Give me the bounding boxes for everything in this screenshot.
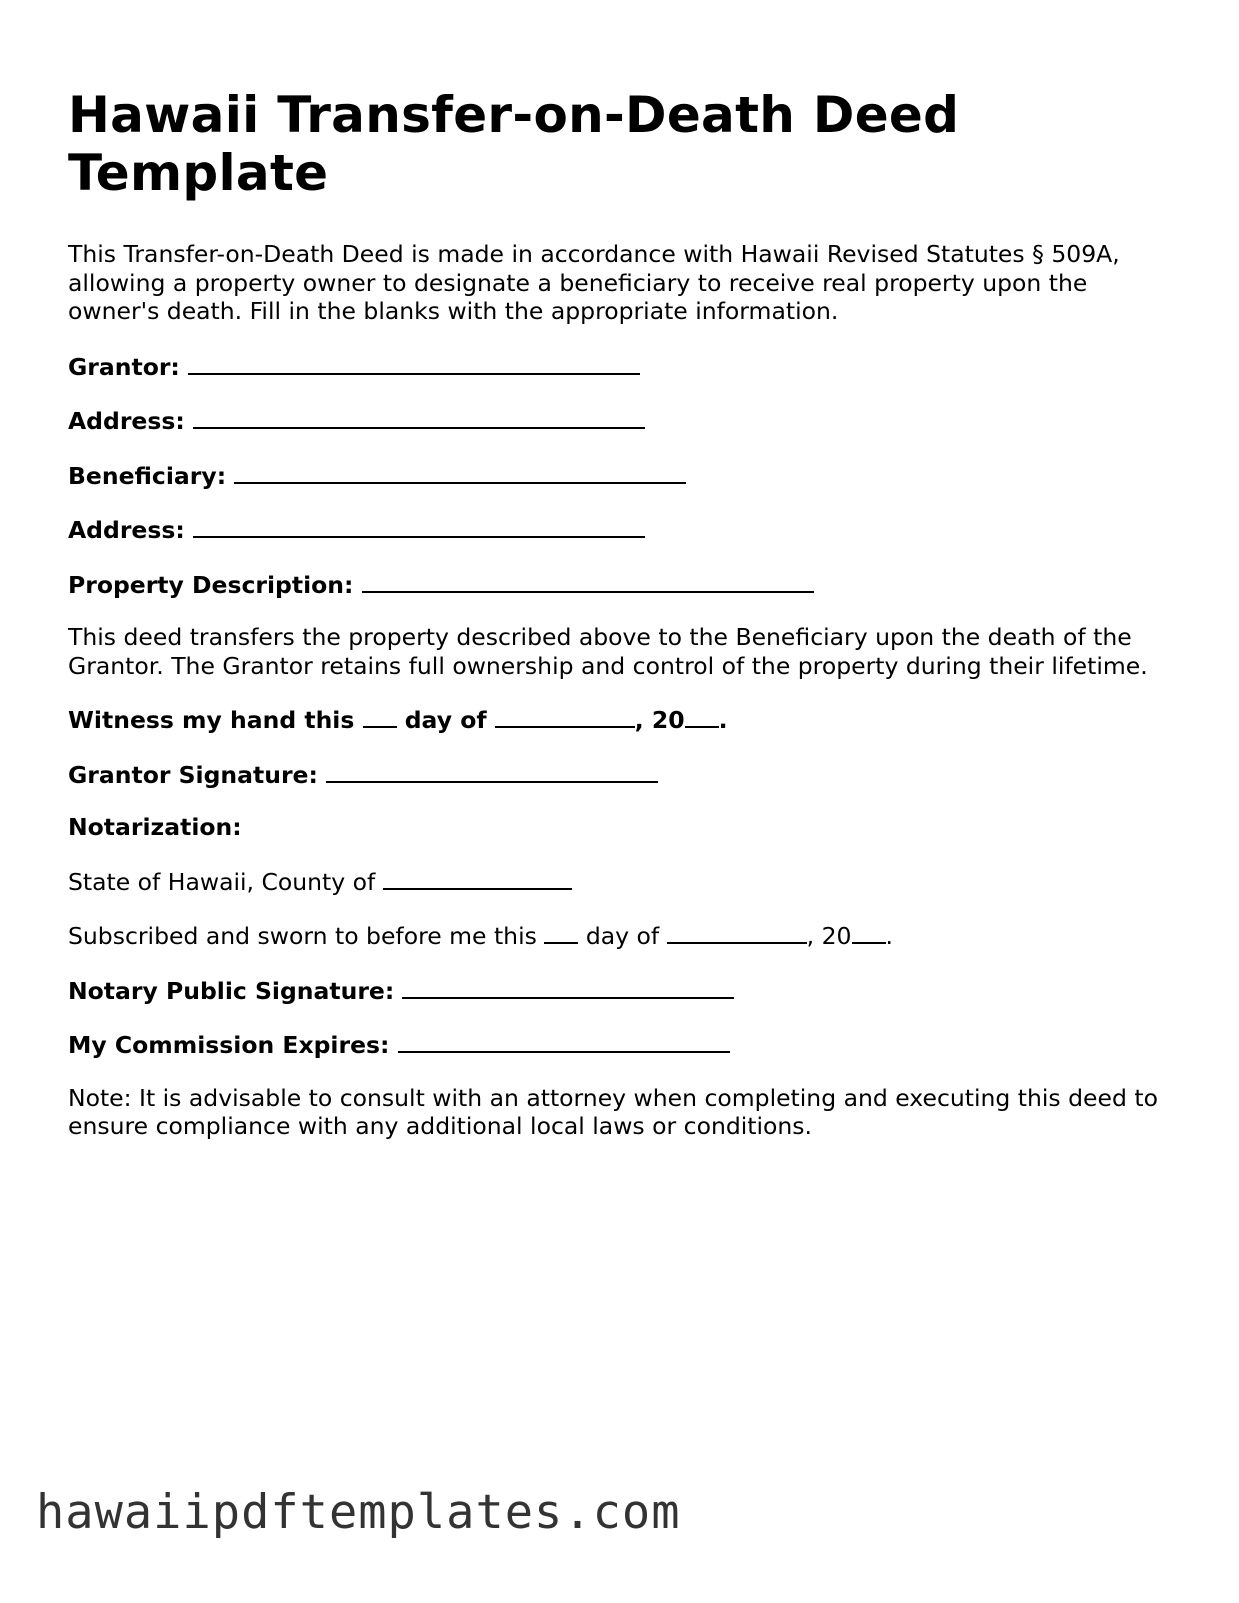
county-blank[interactable] <box>383 866 572 890</box>
subscribed-day-blank[interactable] <box>544 920 578 944</box>
commission-expires-blank[interactable] <box>398 1029 730 1053</box>
document-title: Hawaii Transfer-on-Death Deed Template <box>68 86 960 202</box>
witness-year-prefix: , 20 <box>634 706 685 734</box>
beneficiary-address-label: Address: <box>68 516 185 544</box>
commission-expires-label: My Commission Expires: <box>68 1031 390 1059</box>
subscribed-year-prefix: , 20 <box>806 922 852 950</box>
beneficiary-address-field <box>68 514 1178 545</box>
grantor-blank[interactable] <box>188 351 640 375</box>
grantor-signature-blank[interactable] <box>326 759 658 783</box>
transfer-paragraph: This deed transfers the property described above to the Beneficiary upon the death of the Grantor. The Grantor retains full ownership and control of the property during their lifetime. <box>68 623 1148 680</box>
witness-day-blank[interactable] <box>363 704 397 728</box>
state-county-line <box>68 866 1178 897</box>
notary-signature-blank[interactable] <box>402 975 734 999</box>
subscribed-end: . <box>885 922 893 950</box>
property-description-field <box>68 569 1178 600</box>
witness-year-blank[interactable] <box>685 704 719 728</box>
witness-end: . <box>718 706 728 734</box>
grantor-address-label: Address: <box>68 407 185 435</box>
notarization-heading: Notarization: <box>68 813 242 841</box>
subscribed-day-of: day of <box>585 922 660 950</box>
beneficiary-blank[interactable] <box>234 460 686 484</box>
notary-signature-label: Notary Public Signature: <box>68 976 395 1005</box>
state-county-label: State of Hawaii, County of <box>68 867 376 896</box>
note-paragraph: Note: It is advisable to consult with an attorney when completing and executing this deed to ensure compliance with any additional local laws or conditions. <box>68 1083 1158 1140</box>
property-description-blank[interactable] <box>362 569 814 593</box>
intro-paragraph: This Transfer-on-Death Deed is made in accordance with Hawaii Revised Statutes § 509A, allowing a property owner to designate a beneficiary to receive real property upon the owner's death. Fill in the blanks with the appropriate information. <box>68 240 1120 325</box>
subscribed-year-blank[interactable] <box>852 920 886 944</box>
subscribed-line <box>68 920 1178 951</box>
property-description-label: Property Description: <box>68 570 354 599</box>
grantor-field <box>68 351 1178 382</box>
commission-expires-field <box>68 1029 1178 1060</box>
grantor-signature-field <box>68 759 1178 790</box>
beneficiary-field <box>68 460 1178 491</box>
document-content <box>68 86 1178 1141</box>
subscribed-prefix: Subscribed and sworn to before me this <box>68 922 537 950</box>
witness-prefix: Witness my hand this <box>68 706 355 734</box>
subscribed-month-blank[interactable] <box>667 920 807 944</box>
grantor-signature-label: Grantor Signature: <box>68 760 318 789</box>
notary-signature-field <box>68 975 1178 1006</box>
witness-line <box>68 704 1178 735</box>
grantor-address-blank[interactable] <box>193 405 645 429</box>
watermark-text: hawaiipdftemplates.com <box>36 1485 681 1540</box>
witness-month-blank[interactable] <box>495 704 635 728</box>
grantor-address-field <box>68 405 1178 436</box>
grantor-label: Grantor: <box>68 352 180 381</box>
beneficiary-address-blank[interactable] <box>193 514 645 538</box>
beneficiary-label: Beneficiary: <box>68 461 227 490</box>
witness-day-of: day of <box>404 706 487 734</box>
